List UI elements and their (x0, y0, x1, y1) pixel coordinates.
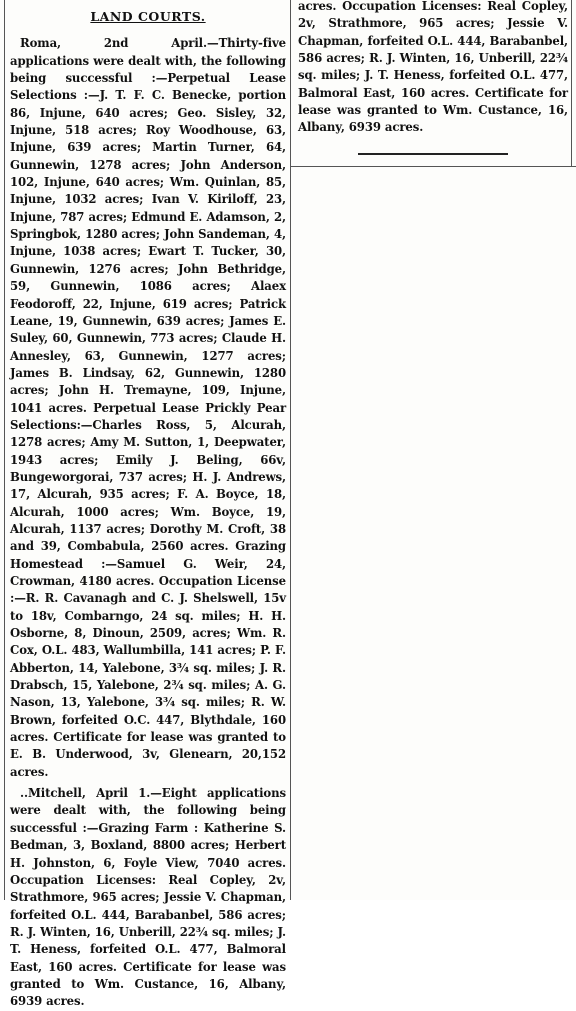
article-end-rule (358, 153, 508, 155)
column-rule-left (4, 0, 5, 900)
column-rule-bottom (290, 166, 576, 167)
column-rule-right (571, 0, 572, 167)
article-paragraph-mitchell: ..Mitchell, April 1.—Eight applications were dealt with, the following being successful :—Grazing Farm : Katherine S. Bedman, 3, Boxland, 8800 acres; Herbert H. Johnston, 6, Foyle View, 7040 acres. Occupation Licenses: Real Copley, 2v, Strathmore, 965 acres; Jessie V. Chapman, forfeited O.L. 444, Barabanbel, 586 acres; R. J. Winten, 16, Unberill, 22¾ sq. miles; J. T. Heness, forfeited O.L. 477, Balmoral East, 160 acres. Certificate for lease was granted to Wm. Custance, 16, Albany, 6939 acres. (10, 786, 286, 1009)
article-paragraph-roma: Roma, 2nd April.—Thirty-five applications were dealt with, the following being successful :—Perpetual Lease Selections :—J. T. F. C. Benecke, portion 86, Injune, 640 acres; Geo. Sisley, 32, Injune, 518 acres; Roy Woodhouse, 63, Injune, 639 acres; Martin Turner, 64, Gunnewin, 1278 acres; John Anderson, 102, Injune, 640 acres; Wm. Quinlan, 85, Injune, 1032 acres; Ivan V. Kiriloff, 23, Injune, 787 acres; Edmund E. Adamson, 2, Springbok, 1280 acres; John Sandeman, 4, Injune, 1038 acres; Ewart T. Tucker, 30, Gunnewin, 1276 acres; John Bethridge, 59, Gunnewin, 1086 acres; Alaex Feodoroff, 22, Injune, 619 acres; Patrick Leane, 19, Gunnewin, 639 acres; James E. Suley, 60, Gunnewin, 773 acres; Claude H. Annesley, 63, Gunnewin, 1277 acres; James B. Lindsay, 62, Gunnewin, 1280 acres; John H. Tremayne, 109, Injune, 1041 acres. Perpetual Lease Prickly Pear Selections:—Charles Ross, 5, Alcurah, 1278 acres; Amy M. Sutton, 1, Deepwater, 1943 acres; Emily J. Beling, 66v, Bungeworgorai, 737 acres; H. J. Andrews, 17, Alcurah, 935 acres; F. A. Boyce, 18, Alcurah, 1000 acres; Wm. Boyce, 19, Alcurah, 1137 acres; Dorothy M. Croft, 38 and 39, Combabula, 2560 acres. Grazing Homestead :—Samuel G. Weir, 24, Crowman, 4180 acres. Occupation License :—R. R. Cavanagh and C. J. Shelswell, 15v to 18v, Combarngo, 24 sq. miles; H. H. Osborne, 8, Dinoun, 2509, acres; Wm. R. Cox, O.L. 483, Wallumbilla, 141 acres; P. F. Abberton, 14, Yalebone, 3¾ sq. miles; J. R. Drabsch, 15, Yalebone, 2¾ sq. miles; A. G. Nason, 13, Yalebone, 3¾ sq. miles; R. W. Brown, forfeited O.C. 447, Blythdale, 160 acres. Certificate for lease was granted to E. B. Underwood, 3v, Glenearn, 20,152 acres. (10, 36, 286, 779)
article-column-right (298, 0, 568, 155)
column-rule-middle (290, 0, 291, 900)
article-column-left (10, 0, 286, 1009)
article-continuation: acres. Occupation Licenses: Real Copley, 2v, Strathmore, 965 acres; Jessie V. Chapman, forfeited O.L. 444, Barabanbel, 586 acres; R. J. Winten, 16, Unberill, 22¾ sq. miles; J. T. Heness, forfeited O.L. 477, Balmoral East, 160 acres. Certificate for lease was granted to Wm. Custance, 16, Albany, 6939 acres. (298, 0, 568, 135)
article-headline: LAND COURTS. (90, 9, 206, 24)
